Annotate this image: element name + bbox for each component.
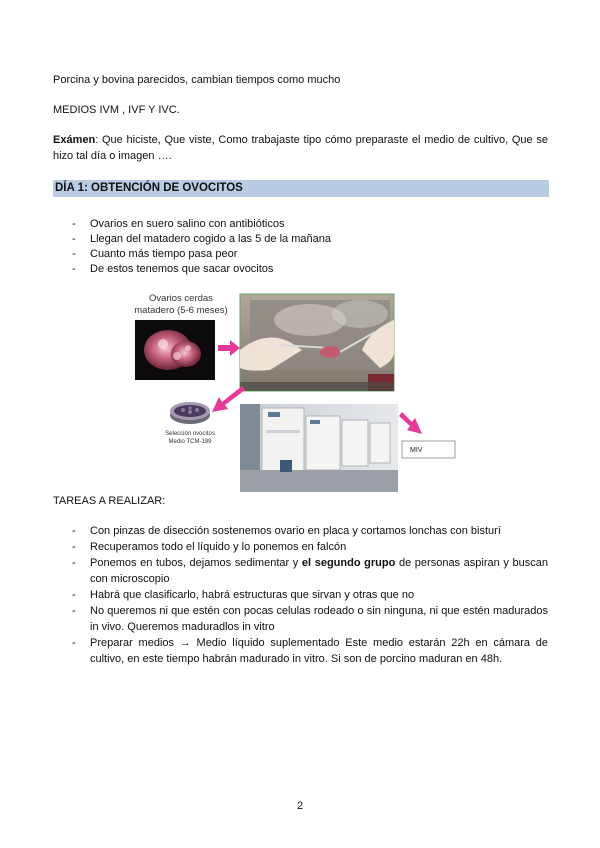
exam-paragraph — [53, 132, 548, 164]
bullet-dash: - — [72, 541, 76, 553]
bullet-dash: - — [72, 589, 76, 601]
list-item: - De estos tenemos que sacar ovocitos — [72, 263, 274, 275]
intro-text: Porcina y bovina parecidos, cambian tiempos como mucho — [53, 74, 341, 86]
bullet-dash: - — [72, 605, 76, 617]
arrow-down-right-icon — [399, 412, 422, 434]
list-item: - Con pinzas de disección sostenemos ovario en placa y cortamos lonchas con bisturí — [72, 525, 501, 537]
bullet-dash: - — [72, 637, 76, 649]
oocyte-procedure-figure — [130, 290, 470, 495]
list-item: - Habrá que clasificarlo, habrá estructuras que sirvan y otras que no — [72, 589, 415, 601]
list-item: - Cuanto más tiempo pasa peor — [72, 248, 238, 260]
bullet-dash: - — [72, 525, 76, 537]
ovaries-label-line2: matadero (5-6 meses) — [134, 305, 228, 316]
media-text: MEDIOS IVM , IVF Y IVC. — [53, 104, 180, 116]
bullet-dash: - — [72, 248, 76, 260]
selection-label-line1: Selección ovocitos — [165, 431, 215, 437]
list-item: - Preparar medios → Medio líquido suplementado Este medio estarán 22h en cámara de cultivo, en este tiempo habrán madurado in vitro. Si son de porcino maduran en 48h. — [72, 637, 548, 665]
tasks-list — [53, 523, 548, 667]
section-heading: DÍA 1: OBTENCIÓN DE OVOCITOS — [53, 180, 549, 197]
tasks-heading: TAREAS A REALIZAR: — [53, 495, 166, 507]
arrow-right-icon — [218, 340, 240, 356]
exam-text: : Que hiciste, Que viste, Como trabajaste tipo cómo preparaste el medio de cultivo, Que se hizo tal día o imagen …. — [53, 134, 548, 162]
bullet-dash: - — [72, 233, 76, 245]
ovary-photo — [135, 320, 215, 380]
page-number: 2 — [296, 800, 304, 812]
ovaries-label-line1: Ovarios cerdas — [149, 293, 213, 304]
list-item: - No queremos ni que estén con pocas celulas rodeado o sin ninguna, ni que estén madurados in vivo. Queremos maduradlos in vitro — [72, 605, 548, 633]
list-item: - Llegan del matadero cogido a las 5 de la mañana — [72, 233, 331, 245]
list-item: - Recuperamos todo el líquido y lo ponemos en falcón — [72, 541, 347, 553]
dissection-photo — [240, 294, 394, 391]
selection-dish — [170, 402, 210, 424]
day1-list — [53, 217, 548, 277]
miv-label: MIV — [410, 447, 423, 454]
list-item: - Ovarios en suero salino con antibióticos — [72, 218, 285, 230]
bullet-dash: - — [72, 218, 76, 230]
bullet-dash: - — [72, 263, 76, 275]
incubators-photo — [240, 404, 398, 492]
exam-label: Exámen — [53, 134, 96, 146]
bullet-dash: - — [72, 557, 76, 569]
selection-label-line2: Medio TCM-199 — [168, 439, 212, 445]
list-item: - Ponemos en tubos, dejamos sedimentar y el segundo grupo de personas aspiran y buscan con microscopio — [72, 557, 548, 585]
